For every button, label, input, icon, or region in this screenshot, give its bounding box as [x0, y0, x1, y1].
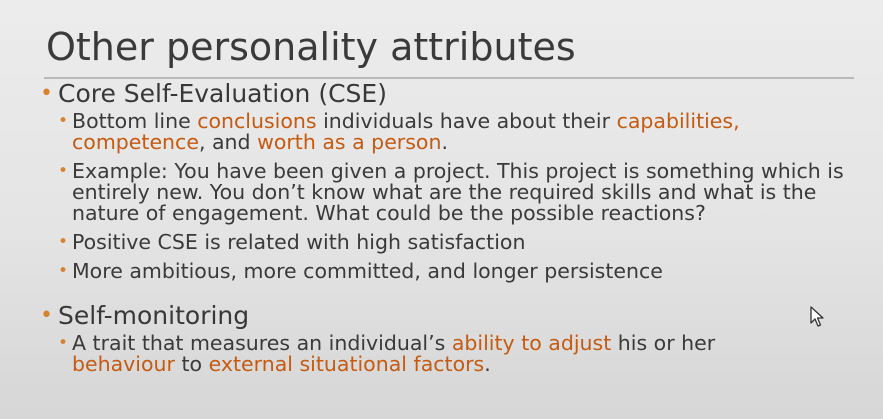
sub-bullet-trait — [58, 333, 792, 375]
text-run: to — [174, 352, 209, 376]
sub-bullet-positive-cse — [58, 232, 870, 253]
sub-bullet-example — [58, 161, 872, 224]
bullet-icon: • — [58, 232, 69, 252]
more-ambitious-text: More ambitious, more committed, and longer persistence — [72, 259, 663, 283]
text-run: , and — [198, 130, 258, 154]
text-run: Bottom line — [72, 109, 198, 133]
example-text: Example: You have been given a project. This project is something which is entirely new. You don’t know what are the required skills and what is the nature of engagement. What could be the possible reactions? — [72, 159, 844, 225]
mouse-pointer-icon — [810, 306, 824, 328]
highlight-ability-to-adjust: ability to adjust — [451, 331, 612, 355]
text-run: his or her — [611, 331, 716, 355]
section-heading: Core Self-Evaluation (CSE) — [58, 79, 387, 108]
highlight-worth-as-a-person: worth as a person — [257, 130, 442, 154]
highlight-capabilities: capabilities, — [616, 109, 740, 133]
highlight-behaviour: behaviour — [72, 352, 175, 376]
slide-title: Other personality attributes — [46, 25, 576, 69]
bullet-icon: • — [40, 81, 53, 106]
bullet-icon: • — [58, 111, 69, 131]
bullet-core-self-evaluation — [40, 80, 870, 108]
highlight-competence: competence — [72, 130, 199, 154]
bullet-list — [40, 80, 870, 375]
sub-bullet-bottom-line — [58, 111, 792, 153]
text-run: . — [441, 130, 448, 154]
bullet-icon: • — [40, 303, 53, 328]
highlight-conclusions: conclusions — [197, 109, 317, 133]
highlight-external-situational-factors: external situational factors — [208, 352, 485, 376]
bullet-icon: • — [58, 261, 69, 281]
bullet-self-monitoring — [40, 302, 870, 330]
section-heading: Self-monitoring — [58, 301, 250, 330]
sub-bullet-more-ambitious — [58, 261, 870, 282]
bullet-icon: • — [58, 161, 69, 181]
text-run: A trait that measures an individual’s — [72, 331, 452, 355]
positive-cse-text: Positive CSE is related with high satisfaction — [72, 230, 526, 254]
bullet-icon: • — [58, 333, 69, 353]
text-run: individuals have about their — [316, 109, 617, 133]
text-run: . — [484, 352, 491, 376]
